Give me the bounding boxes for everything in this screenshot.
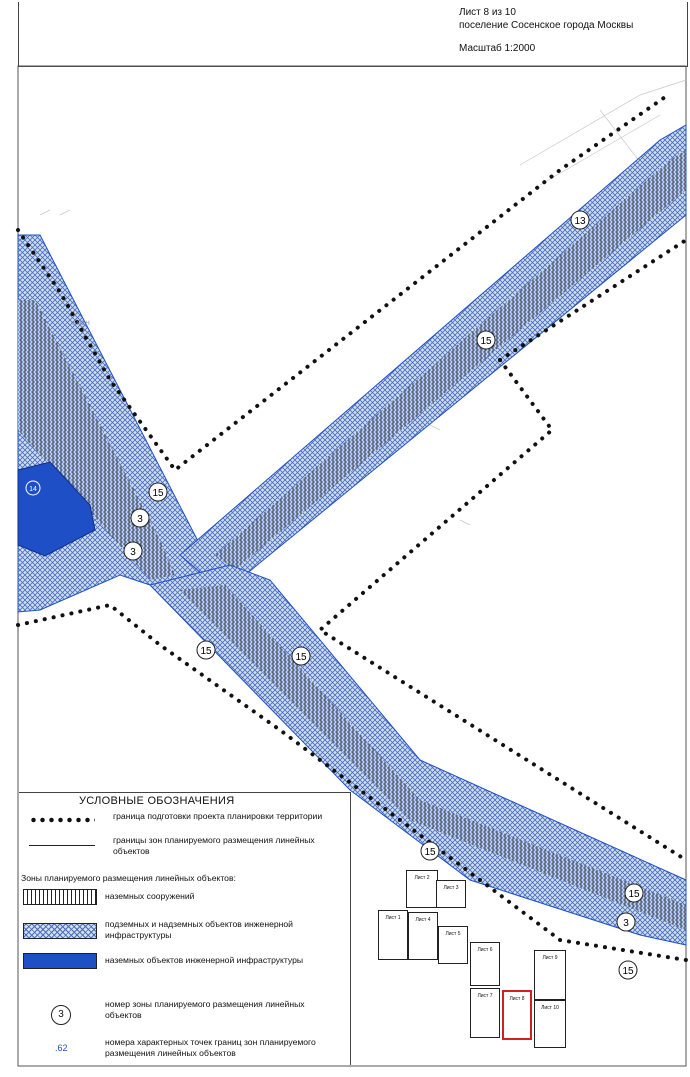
- settlement-name: поселение Сосенское города Москвы: [459, 20, 634, 31]
- index-sheet-3[interactable]: Лист 3: [436, 880, 466, 908]
- legend-boundary-zones: границы зон планируемого размещения линейных объектов: [113, 835, 315, 856]
- legend-dotted-line-icon: [29, 817, 95, 823]
- zone-label-text: 3: [623, 918, 629, 929]
- sheet-index-map: [378, 868, 568, 1052]
- zone-label-text: 15: [628, 889, 640, 900]
- legend-zones-header: Зоны планируемого размещения линейных объектов:: [21, 873, 236, 883]
- legend-ground-structures: наземных сооружений: [105, 891, 195, 901]
- zone-label-15: [149, 483, 167, 501]
- zone-label-text: 15: [295, 652, 307, 663]
- zone-label-15: [477, 331, 495, 349]
- zone-label-14: [26, 481, 40, 495]
- map-scale: Масштаб 1:2000: [459, 43, 536, 54]
- zone-label-15: [625, 884, 643, 902]
- zone-label-text: 15: [200, 646, 212, 657]
- zone-label-text: 3: [130, 547, 136, 558]
- legend-boundary-project: граница подготовки проекта планировки территории: [113, 811, 323, 821]
- zone-label-3: [617, 913, 635, 931]
- sheet-number: Лист 8 из 10: [459, 7, 516, 18]
- zone-ground-ne: [215, 150, 686, 570]
- index-sheet-9[interactable]: Лист 9: [534, 950, 566, 1000]
- legend-thin-line-icon: [29, 845, 95, 846]
- index-sheet-7[interactable]: Лист 7: [470, 988, 500, 1038]
- zone-label-text: 15: [152, 488, 164, 499]
- index-sheet-1[interactable]: Лист 1: [378, 910, 408, 960]
- legend: [19, 792, 351, 1065]
- legend-solid-swatch: [23, 953, 97, 969]
- index-sheet-4[interactable]: Лист 4: [408, 912, 438, 960]
- zone-label-3: [124, 542, 142, 560]
- zone-label-text: 15: [424, 847, 436, 858]
- zone-label-text: 15: [622, 966, 634, 977]
- index-sheet-5[interactable]: Лист 5: [438, 926, 468, 964]
- legend-ground-engineering: наземных объектов инженерной инфраструктуры: [105, 955, 304, 965]
- index-sheet-2[interactable]: Лист 2: [406, 870, 438, 908]
- street-label: ...ЕНЕН: [68, 321, 90, 327]
- zone-label-text: 13: [574, 216, 586, 227]
- index-sheet-8-active[interactable]: Лист 8: [502, 990, 532, 1040]
- legend-zone-number-icon: 3: [51, 1005, 71, 1025]
- zone-label-15: [197, 641, 215, 659]
- zone-label-13: [571, 211, 589, 229]
- legend-ground-swatch: [23, 889, 97, 905]
- zone-label-3: [131, 509, 149, 527]
- index-sheet-6[interactable]: Лист 6: [470, 942, 500, 986]
- zone-label-15: [421, 842, 439, 860]
- legend-title: УСЛОВНЫЕ ОБОЗНАЧЕНИЯ: [79, 795, 235, 807]
- zone-label-text: 14: [29, 486, 37, 493]
- legend-point-desc: номера характерных точек границ зон планируемого размещения линейных объектов: [105, 1037, 316, 1058]
- legend-zone-number-desc: номер зоны планируемого размещения линейных объектов: [105, 999, 305, 1020]
- legend-cross-swatch: [23, 923, 97, 939]
- zone-label-15: [292, 647, 310, 665]
- index-sheet-10[interactable]: Лист 10: [534, 1000, 566, 1048]
- zone-label-text: 15: [480, 336, 492, 347]
- zone-label-15: [619, 961, 637, 979]
- zone-label-text: 3: [137, 514, 143, 525]
- zone-corridor-ne: [180, 125, 686, 585]
- legend-point-sample: .62: [55, 1043, 68, 1053]
- legend-underground-overground: подземных и надземных объектов инженерной инфраструктуры: [105, 919, 293, 940]
